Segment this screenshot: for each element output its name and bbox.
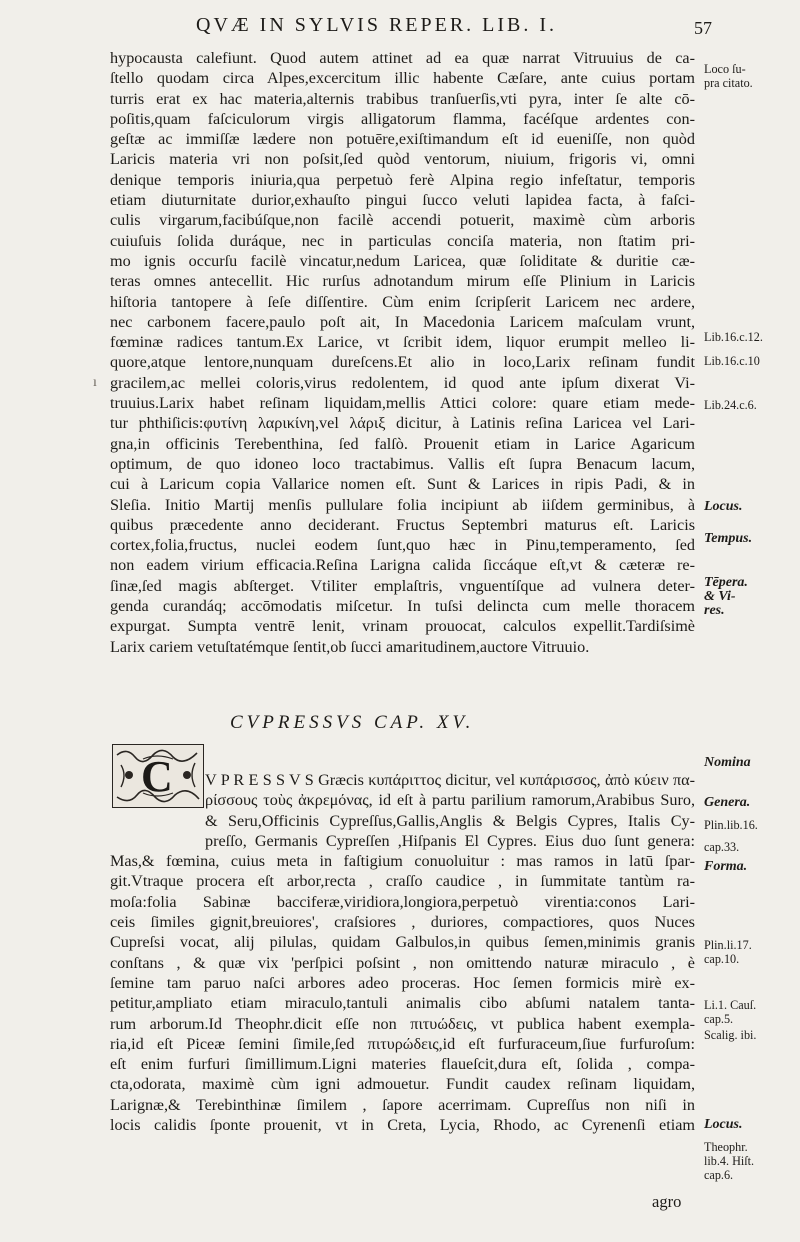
text-line: teras omnes antecellit. Hic rurſus adnotandum mirum eſſe Plinium in Laricis: [110, 272, 695, 291]
margin-note-genera: Genera.: [704, 795, 751, 810]
text-line: tur phthiſicis:φυτίνη λαρικίνη,vel λάριξ dicitur, à Latinis reſina Laricea vel Lari-: [110, 414, 695, 433]
text-line: quibus præcedente anno deciderant. Fructus Septembri maturus eſt. Laricis: [110, 515, 695, 534]
text-line: etiam diuturnitate durior,exhauſto pingui ſucco veluti lapidea facta, à faſci-: [110, 191, 695, 210]
text-line: V P R E S S V S Græcis κυπάριττος dicitur, vel κυπάρισσος, ἀπὸ κύειν πα-: [205, 771, 695, 789]
margin-line: & Vi-: [704, 589, 736, 604]
text-line: optimum, de quo idoneo loco tractabimus. Vallis eſt ſupra Benacum lacum,: [110, 454, 695, 473]
text-line: Cupreſsi vocat, alij pilulas, quidam Galbulos,in quibus ſemen,minimis granis: [110, 933, 695, 952]
initial-letter: C: [141, 752, 173, 801]
text-line: ſinæ,ſed magis abſterget. Vtiliter emplaſtris, vnguentíſque ad vulnera deter-: [110, 576, 695, 595]
text-line: hypocausta calefiunt. Quod autem attinet ad ea quæ narrat Vitruuius de ca-: [110, 49, 695, 67]
margin-line: cap.6.: [704, 1168, 734, 1182]
margin-line: Loco ſu-: [704, 62, 746, 76]
margin-note-plin17: [704, 938, 794, 966]
margin-note-nomina: Nomina: [704, 755, 751, 770]
text-line: fœminæ radices tantum.Ex Larice, vt ſcribit idem, liquor erumpit melleo li-: [110, 333, 695, 352]
margin-note-loco: [704, 62, 794, 90]
larch-text-block: [110, 48, 695, 657]
text-line: nec carbonem facere,paulo poſt ait, In Macedonia Laricem maſculam vrunt,: [110, 312, 695, 331]
text-line: mo ignis occurſu facilè vincatur,nedum Laricea, quæ ſoliditate & duritie cæ-: [110, 251, 695, 270]
margin-note: Plin.lib.16.: [704, 818, 758, 832]
text-line: ρίσσους τοὺς ἀκρεμόνας, id eſt à partu parilium ramorum,Arabibus Suro,: [205, 791, 695, 810]
text-line: petitur,ampliato etiam miraculo,tantuli animalis cibo abſumi natalem tanta-: [110, 994, 695, 1013]
text-line: expurgat. Sumpta ventrē lenit, vrinam prouocat, calculos expellit.Tardiſsimè: [110, 617, 695, 636]
margin-note: cap.33.: [704, 840, 740, 854]
margin-note: Lib.24.c.6.: [704, 398, 757, 412]
text-line: preſſo, Germanis Cypreſſen ,Hiſpanis El Cypres. Eius duo ſunt genera:: [205, 831, 695, 850]
ink-mark: ı: [93, 375, 97, 390]
text-line: cuiuſuis ſolida duráque, nec in particulas conciſa materia, non ſtatim pri-: [110, 231, 695, 250]
margin-note: Lib.16.c.10: [704, 354, 760, 368]
margin-note: Scalig. ibi.: [704, 1028, 757, 1042]
margin-note-locus: Locus.: [704, 499, 743, 514]
margin-line: lib.4. Hiſt.: [704, 1154, 755, 1168]
margin-line: Li.1. Cauſ.: [704, 998, 757, 1012]
text-line: genda curandáq; accōmodatis miſcetur. In tuſsi delincta cum melle thoracem: [110, 597, 695, 616]
catchword: agro: [652, 1192, 682, 1211]
text-line: moſa:folia Sabinæ bacciferæ,viridiora,longiora,perpetuò virentia:conos Lari-: [110, 892, 695, 911]
margin-line: Theophr.: [704, 1140, 748, 1154]
text-line: git.Vtraque procera eſt arbor,recta , craſſo caudice , in ſummitate tantùm ra-: [110, 872, 695, 891]
text-line: Larignæ,& Terebinthinæ ſimilem , ſapore acerrimam. Cupreſſus non niſi in: [110, 1095, 695, 1114]
margin-line: cap.5.: [704, 1012, 734, 1026]
margin-note-locus: Locus.: [704, 1117, 743, 1132]
text-line: ria,id eſt Piceæ ſemini ſimile,ſed πιτυρώδεις,id eſt furfuraceum,ſiue furfuroſum:: [110, 1034, 695, 1053]
text-line: Laricis materia vri non poſsit,ſed quòd ventorum, niuium, frigoris vi, omni: [110, 150, 695, 169]
text-line: non eadem virium efficacia.Reſina Larigna calida ſiccáque eſt,vt & cæteræ re-: [110, 556, 695, 575]
text-line: ſemine tam paruo naſci arbores adeo proceras. Hoc ſemen formicis mirè ex-: [110, 973, 695, 992]
text-line: cui à Laricum copia Vallarice nomen eſt. Sunt & Larices in ripis Padi, & in: [110, 475, 695, 494]
text-line: cortex,folia,fructus, nuclei eodem ſunt,quo hæc in Pinu,temperamento, ſed: [110, 536, 695, 555]
page-number: 57: [694, 18, 712, 38]
margin-line: res.: [704, 603, 725, 618]
margin-note-tempus: Tempus.: [704, 531, 753, 546]
text-line: quore,atque lentore,nunquam dureſcens.Et alio in loco,Larix reſinam fundit: [110, 353, 695, 372]
text-line: conſtans , & quæ vix 'perſpici poſsint , non omittendo naturæ miraculo , è: [110, 953, 695, 972]
margin-note-licaus: [704, 998, 794, 1026]
text-line: geſtæ ac immiſſæ lædere non potuēre,exiſtimandum eſt id eueniſſe, non quòd: [110, 130, 695, 149]
text-line: ceis ſimiles gignit,breuiores', craſsiores , duriores, compactiores, quos Nuces: [110, 913, 695, 932]
text-line: ſtello quodam circa Alpes,excercitum illic habente Cæſare, ante cuius portam: [110, 69, 695, 88]
margin-note: Lib.16.c.12.: [704, 330, 763, 344]
text-line: gna,in officinis Terebenthina, ſed falſò. Prouenit etiam in Larice Agaricum: [110, 434, 695, 453]
text-line: Larix cariem vetuſtatémque ſentit,ob ſucci amaritudinem,auctore Vitruuio.: [110, 637, 590, 656]
text-line: rum arborum.Id Theophr.dicit eſſe non πιτυώδεις, vt publica habent exempla-: [110, 1014, 695, 1033]
margin-note-tepera: [704, 576, 794, 618]
text-line: turris erat ex hac materia,alternis trabibus tranſuerſis,vti pyra, inter ſe alte cō-: [110, 89, 695, 108]
text-line: hiſtoria tantopere à ſeſe diſſentire. Cùm enim ſcripſerit Laricem nec ardere,: [110, 292, 695, 311]
running-header: QVÆ IN SYLVIS REPER. LIB. I.: [196, 14, 558, 36]
text-line: & Seru,Officinis Cypreſſus,Gallis,Anglis & Belgis Cypres, Italis Cy-: [205, 811, 695, 830]
cypress-text-block: [110, 770, 695, 1135]
margin-line: Tēpera.: [704, 575, 748, 590]
margin-note-forma: Forma.: [704, 859, 748, 874]
text-line: Sleſia. Initio Martij menſis pullulare folia incipiunt ab iiſdem germinibus, à: [110, 495, 695, 514]
text-line: culis virgarum,facibúſque,non facilè accendi potuerit, maximè cùm arboris: [110, 211, 695, 230]
text-line: gracilem,ac mellei coloris,virus redolentem, id quod ante ipſum dixerat Vi-: [110, 373, 695, 392]
text-line: poſitis,quam faſciculorum virgis alligatorum flamma, facéſque ardentes con-: [110, 109, 695, 128]
margin-note-theophr: [704, 1140, 794, 1182]
text-line: eſt enim furfuri ſimillimum.Ligni materies flaueſcit,dura eſt, ſolida , compa-: [110, 1055, 695, 1074]
margin-line: Plin.li.17.: [704, 938, 752, 952]
margin-line: pra citato.: [704, 76, 753, 90]
text-line: denique temporis iniuria,qua perpetuò ferè Alpina regio infeſtatur, temporis: [110, 170, 695, 189]
text-line: truuius.Larix habet reſinam liquidam,mellis Attici colore: quare etiam mede-: [110, 394, 695, 413]
indented-lines: [205, 770, 695, 851]
chapter-title: CVPRESSVS CAP. XV.: [230, 712, 475, 733]
text-line: locis calidis ſponte prouenit, vt in Creta, Lycia, Rhodo, ac Cyrenenſi etiam: [110, 1116, 695, 1135]
text-line: Mas,& fœmina, cuius meta in faſtigium conuoluitur : mas ramos in latū ſpar-: [110, 852, 695, 871]
text-line: cta,odorata, maximè cùm igni admouetur. Fundit caudex reſinam liquidam,: [110, 1075, 695, 1094]
margin-line: cap.10.: [704, 952, 740, 966]
